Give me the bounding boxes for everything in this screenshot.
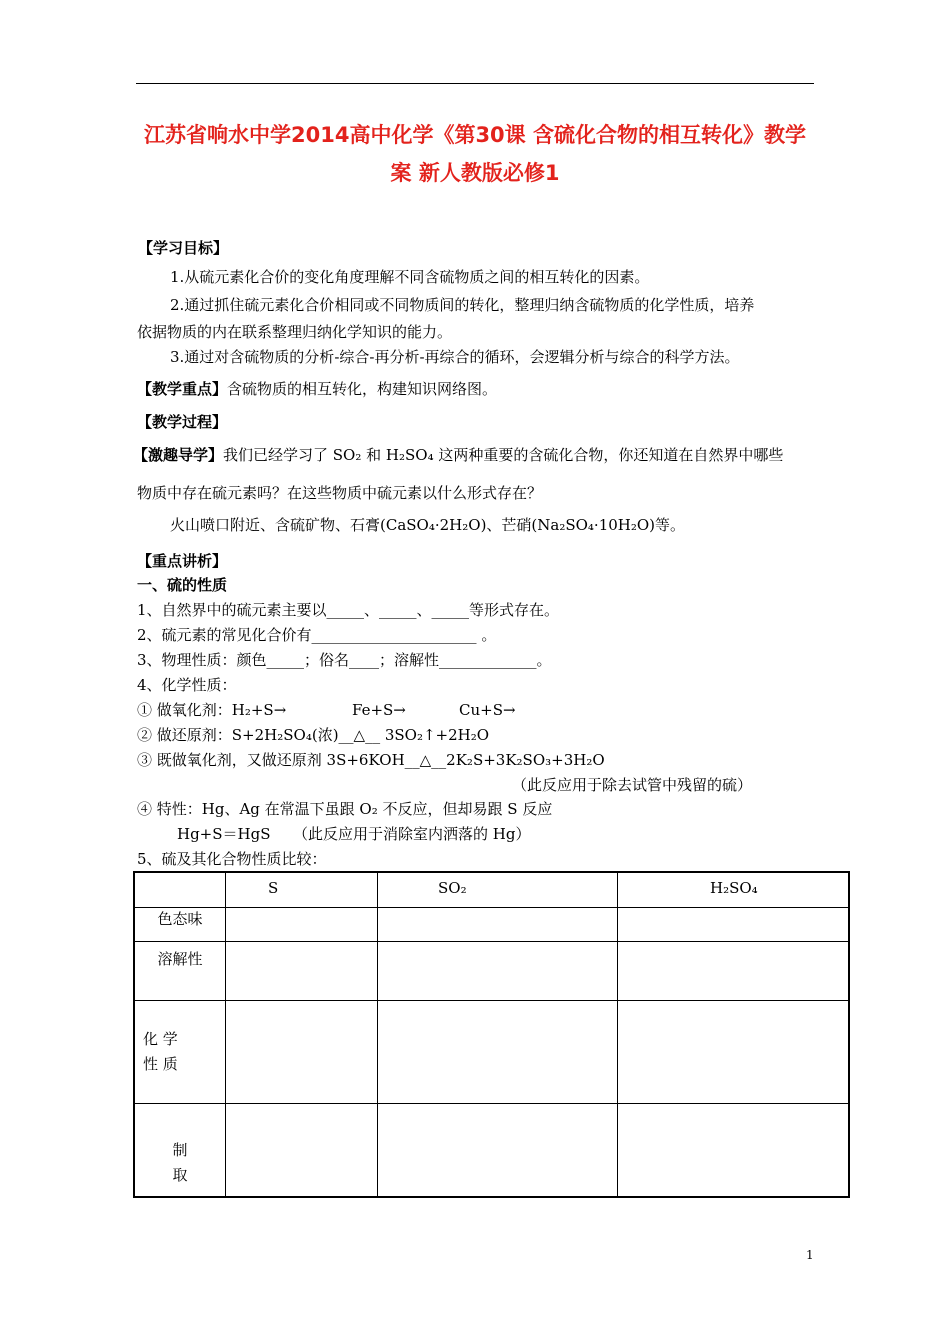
focus-text: 含硫物质的相互转化，构建知识网络图。: [227, 380, 498, 398]
goal-item: 3.通过对含硫物质的分析-综合-再分析-再综合的循环，会逻辑分析与综合的科学方法。: [170, 348, 740, 366]
page-number: 1: [806, 1248, 814, 1262]
header-cell: [378, 872, 618, 907]
question-line: 3、物理性质：颜色_____；俗名____；溶解性_____________。: [137, 651, 552, 669]
row-label-text: 色态味: [157, 909, 203, 928]
question-line: 5、硫及其化合物性质比较：: [137, 850, 327, 868]
header-label: SO₂: [438, 879, 467, 897]
row-label-text: 溶解性: [157, 949, 203, 968]
goal-item: 2.通过抓住硫元素化合价相同或不同物质间的转化，整理归纳含硫物质的化学性质，培养: [170, 296, 755, 314]
row-label: [134, 941, 226, 1000]
header-label: H₂SO₄: [710, 879, 758, 897]
goal-item: 依据物质的内在联系整理归纳化学知识的能力。: [137, 323, 453, 341]
row-label: [134, 907, 226, 941]
header-label: S: [268, 879, 279, 897]
process-heading: 【教学过程】: [137, 413, 228, 431]
row-label-text: 制 取: [172, 1140, 188, 1184]
question-line: 2、硫元素的常见化合价有______________________ 。: [137, 626, 497, 644]
question-line: 4、化学性质：: [137, 676, 237, 694]
intro-line: 物质中存在硫元素吗？在这些物质中硫元素以什么形式存在？: [137, 484, 543, 502]
focus-heading: 【教学重点】: [137, 380, 228, 398]
comparison-table: [133, 871, 850, 1198]
goals-heading: 【学习目标】: [138, 239, 229, 257]
row-label-text: 化 学 性 质: [143, 1029, 178, 1073]
question-line: 1、自然界中的硫元素主要以_____、_____、_____等形式存在。: [137, 601, 560, 619]
goal-item: 1.从硫元素化合价的变化角度理解不同含硫物质之间的相互转化的因素。: [170, 268, 650, 286]
intro-heading: 【激趣导学】: [133, 446, 224, 464]
reaction-line: ③ 既做氧化剂，又做还原剂 3S+6KOH__△__2K₂S+3K₂SO₃+3H₂O: [137, 751, 605, 769]
header-rule: [136, 83, 814, 84]
reaction-line: Fe+S→: [352, 701, 406, 719]
title-line: 案 新人教版必修1: [390, 161, 560, 185]
reaction-line: Cu+S→: [459, 701, 516, 719]
header-cell: [226, 872, 378, 907]
reaction-line: ④ 特性：Hg、Ag 在常温下虽跟 O₂ 不反应，但却易跟 S 反应: [137, 800, 553, 818]
header-cell: [134, 872, 226, 907]
intro-line: 我们已经学习了 SO₂ 和 H₂SO₄ 这两种重要的含硫化合物，你还知道在自然界中哪些: [223, 446, 784, 464]
reaction-line: Hg+S＝HgS （此反应用于消除室内洒落的 Hg）: [177, 825, 531, 843]
header-cell: [618, 872, 850, 907]
intro-line: 火山喷口附近、含硫矿物、石膏(CaSO₄·2H₂O)、芒硝(Na₂SO₄·10H₂O)等。: [170, 516, 686, 534]
reaction-line: ① 做氧化剂：H₂+S→: [137, 701, 287, 719]
reaction-line: ② 做还原剂：S+2H₂SO₄(浓)__△__ 3SO₂↑+2H₂O: [137, 726, 490, 744]
section-heading: 一、硫的性质: [137, 576, 228, 594]
key-heading: 【重点讲析】: [137, 552, 228, 570]
reaction-note: （此反应用于除去试管中残留的硫）: [512, 776, 753, 794]
title-line: 江苏省响水中学2014高中化学《第30课 含硫化合物的相互转化》教学: [144, 123, 806, 147]
row-label: [134, 1103, 226, 1197]
row-label: [134, 1000, 226, 1103]
document-title: [130, 116, 820, 192]
